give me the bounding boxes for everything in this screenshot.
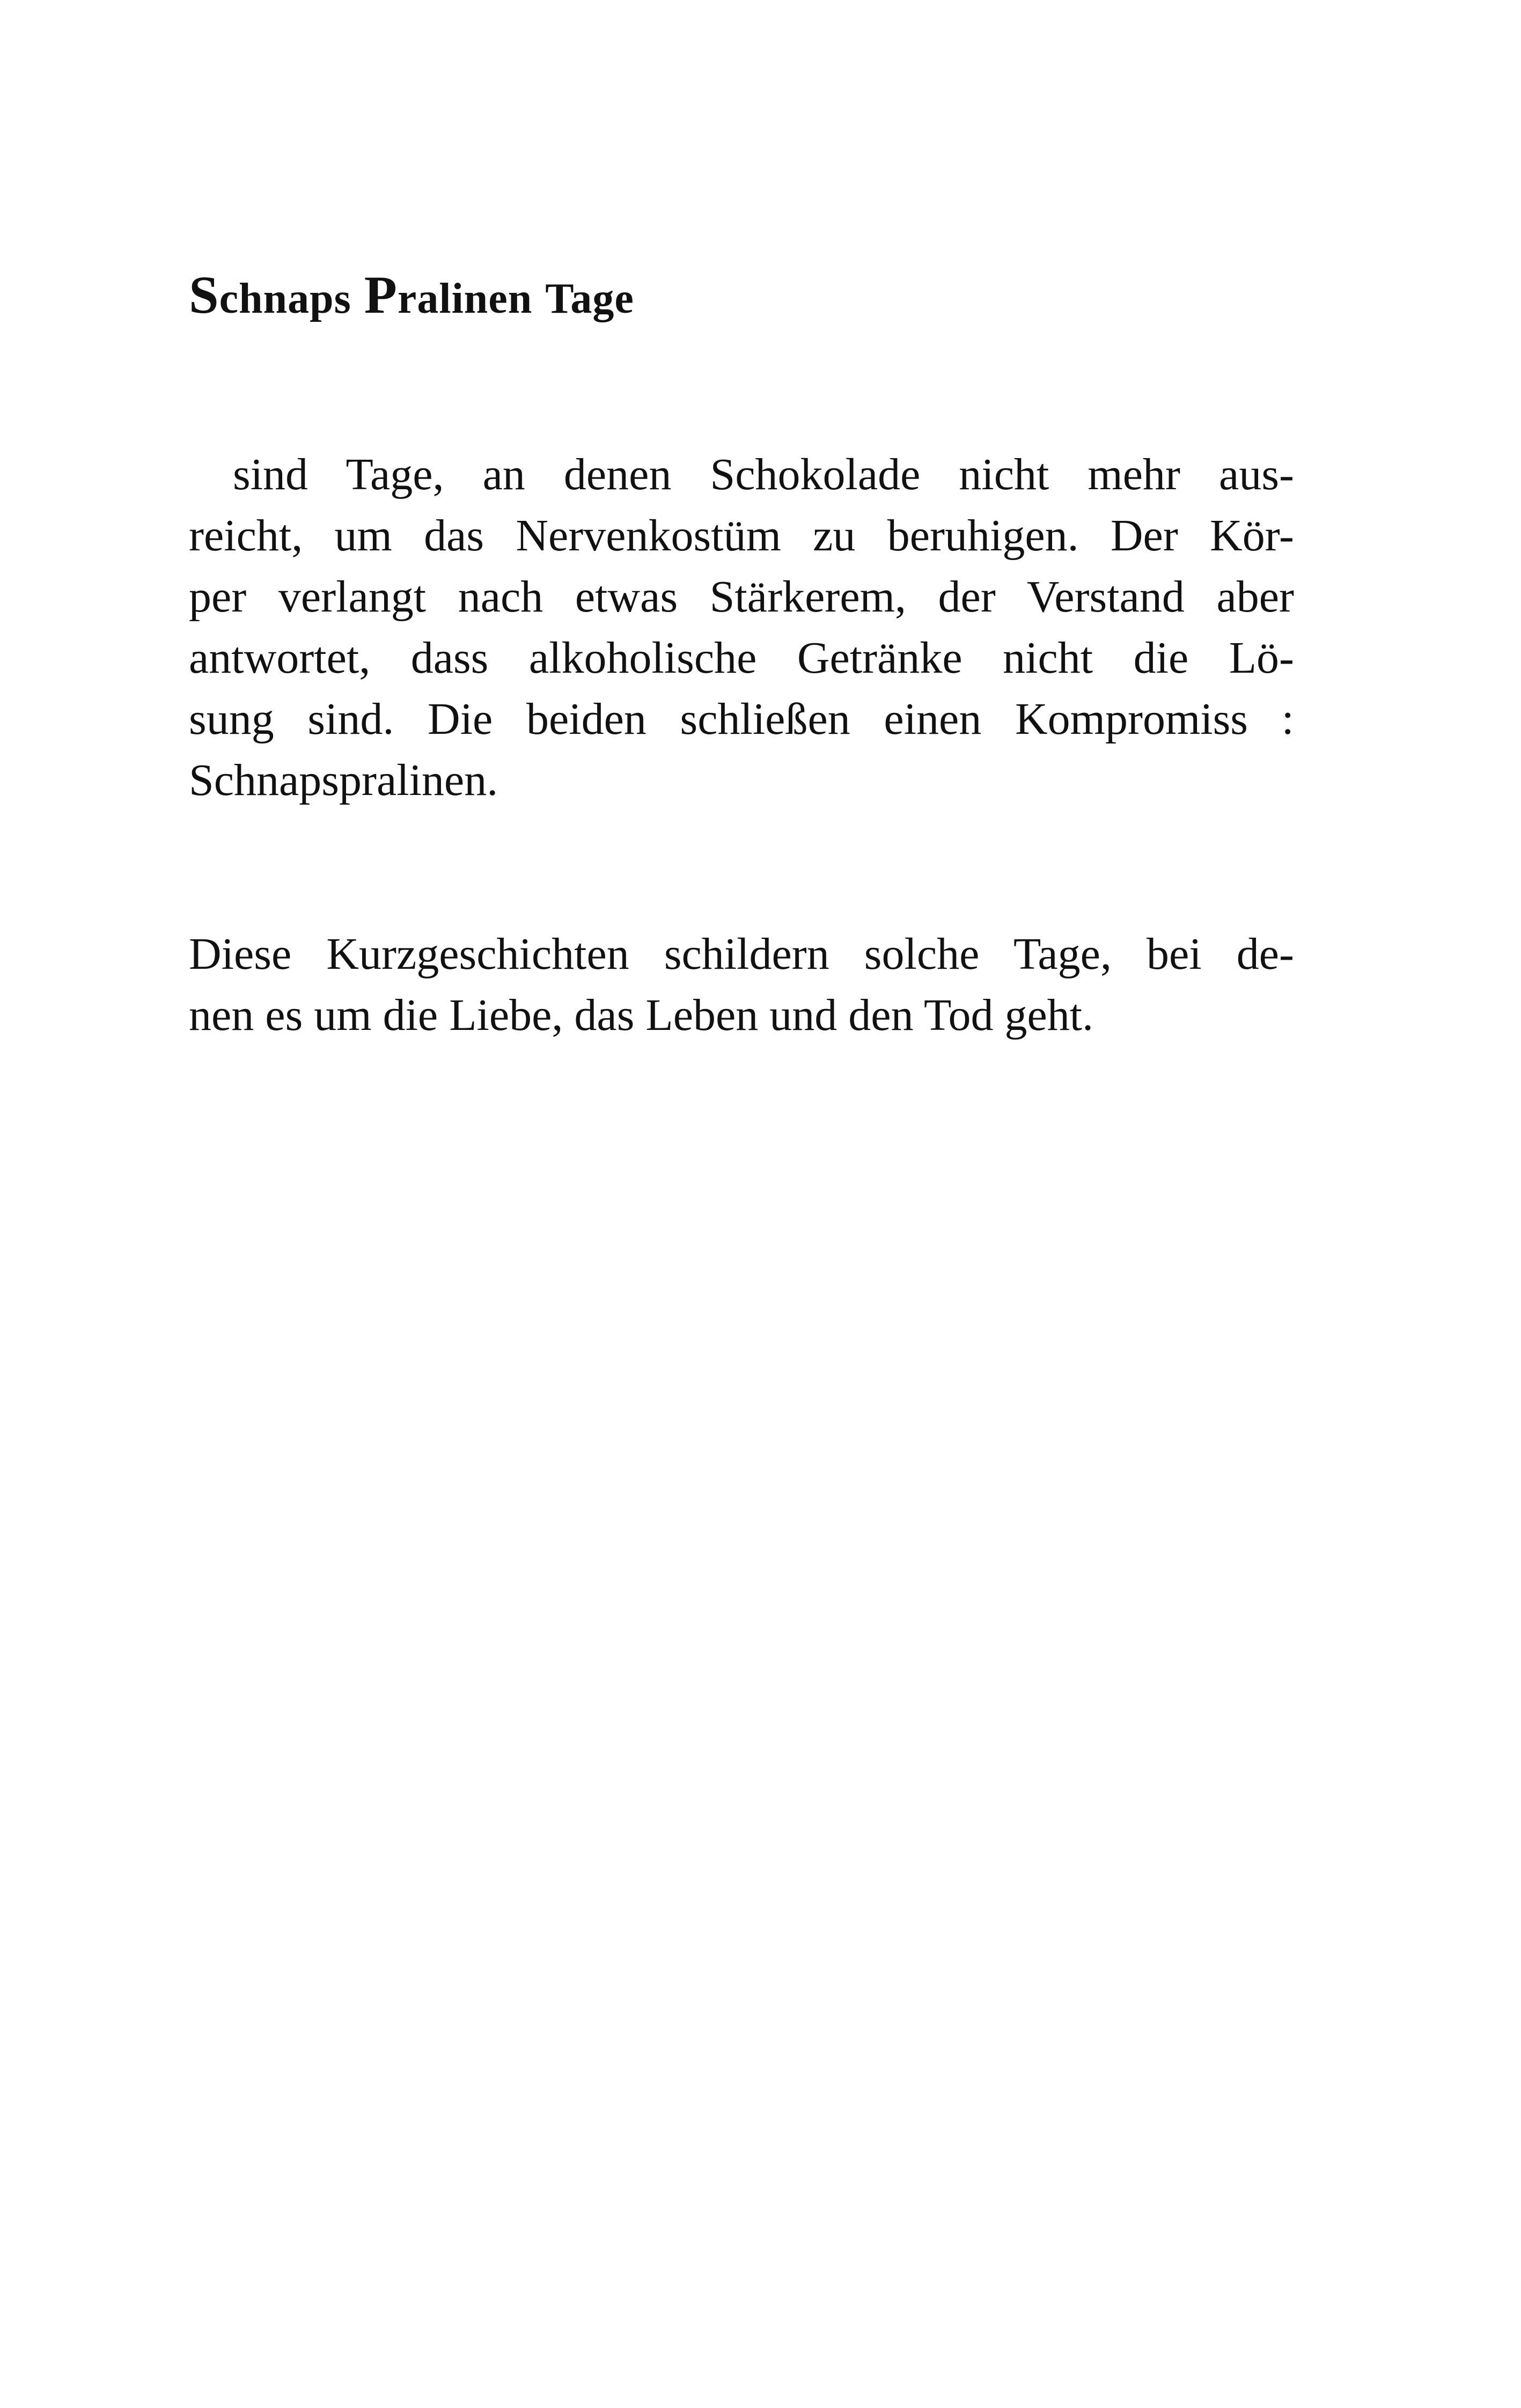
paragraph-line: reicht, um das Nervenkostüm zu beruhigen. Der Kör- — [189, 511, 1294, 561]
paragraph-line: sung sind. Die beiden schließen einen Kompromiss : — [189, 694, 1294, 744]
paragraph-line: Diese Kurzgeschichten schildern solche Tage, bei de- — [189, 929, 1294, 979]
paragraph-line: per verlangt nach etwas Stärkerem, der Verstand aber — [189, 572, 1294, 622]
paragraph-line: Schnapspralinen. — [189, 755, 498, 805]
paragraph-line: antwortet, dass alkoholische Getränke nicht die Lö- — [189, 633, 1294, 683]
intro-paragraph — [189, 444, 1294, 811]
paragraph-line: nen es um die Liebe, das Leben und den Tod geht. — [189, 990, 1094, 1040]
paragraph-line: sind Tage, an denen Schokolade nicht mehr aus- — [233, 450, 1294, 499]
title-word: Tage — [545, 275, 634, 322]
title-word: Schnaps — [189, 265, 351, 325]
title-word: Pralinen — [364, 265, 533, 325]
description-paragraph — [189, 924, 1294, 1046]
page-title — [189, 265, 647, 326]
